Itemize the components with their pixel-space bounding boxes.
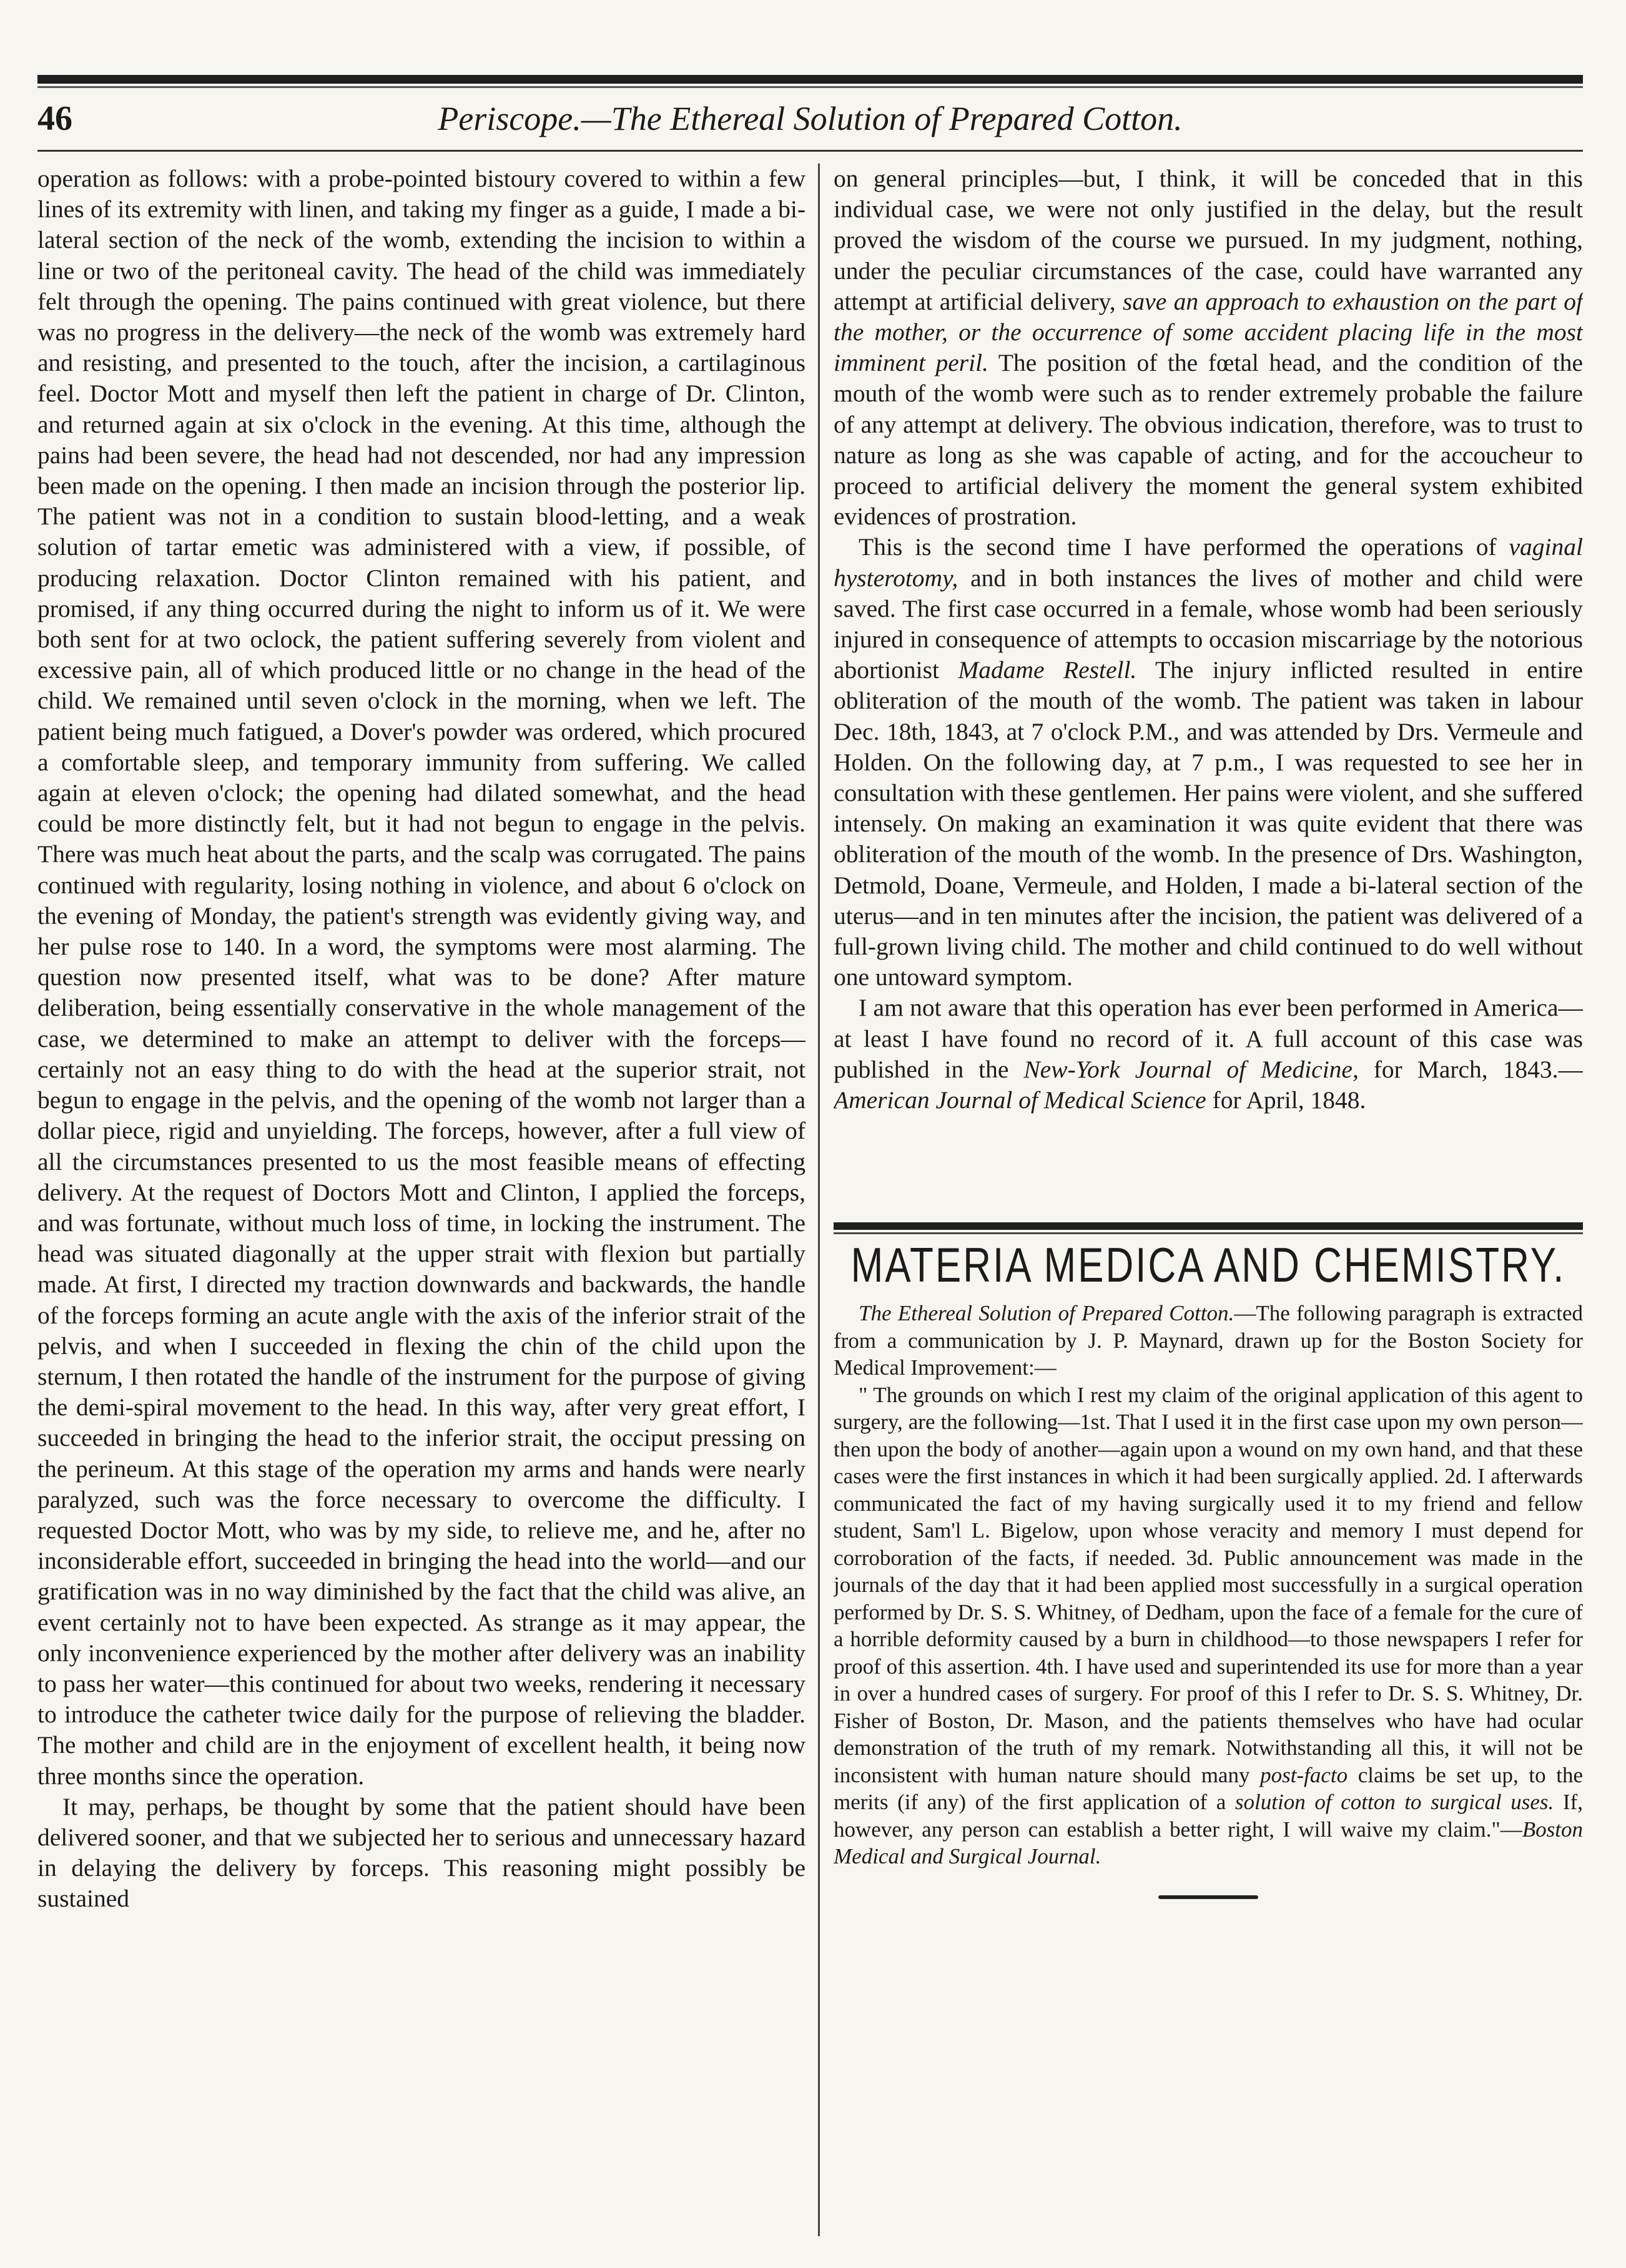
left-paragraph-2: It may, perhaps, be thought by some that the patient should have been delivered sooner, and that we subjected her to serious and unnecessary hazard in delaying the delivery by forceps. This reasoning might possibly be sustained xyxy=(37,1792,806,1913)
right-paragraph-2 xyxy=(834,532,1583,993)
right-p3-text-a: I am not aware that this operation has ever been performed in America—at least I have found no record of it. A full account of this case was published in the xyxy=(834,994,1583,1083)
running-title: Periscope.—The Ethereal Solution of Prepared Cotton. xyxy=(438,100,1183,137)
right-p1-italic: save an approach to exhaustion on the part of the mother, or the occurrence of some accident placing life in the most imminent peril. xyxy=(834,287,1583,377)
section-heading: MATERIA MEDICA AND CHEMISTRY. xyxy=(850,1239,1566,1293)
right-p2-italic-2: Madame Restell. xyxy=(958,656,1137,684)
right-p3-text-b: for March, 1843.— xyxy=(1358,1055,1583,1083)
section-rule-thin xyxy=(834,1232,1583,1234)
right-p2-text-a: This is the second time I have performed the operations of xyxy=(859,533,1509,561)
section-intro-italic: The Ethereal Solution of Prepared Cotton. xyxy=(859,1301,1234,1326)
quote-italic-1: post-facto xyxy=(1260,1762,1348,1787)
left-paragraph-1: operation as follows: with a probe-pointed bistoury covered to within a few lines of its extremity with linen, and taking my finger as a guide, I made a bi-lateral section of the neck of the womb, extending the incision to within a line or two of the peritoneal cavity. The head of the child was immediately felt through the opening. The pains continued with great violence, but there was no progress in the delivery—the neck of the womb was extremely hard and resisting, and presented to the touch, after the incision, a cartilaginous feel. Doctor Mott and myself then left the patient in charge of Dr. Clinton, and returned again at six o'clock in the evening. At this time, although the pains had been severe, the head had not descended, nor had any impression been made on the opening. I then made an incision through the posterior lip. The patient was not in a condition to sustain blood-letting, and a weak solution of tartar emetic was administered with a view, if possible, of producing relaxation. Doctor Clinton remained with his patient, and promised, if any thing occurred during the night to inform us of it. We were both sent for at two oclock, the patient suffering severely from violent and excessive pain, all of which produced little or no change in the head of the child. We remained until seven o'clock in the morning, when we left. The patient being much fatigued, a Dover's powder was ordered, which procured a comfortable sleep, and temporary immunity from suffering. We called again at eleven o'clock; the opening had dilated somewhat, and the head could be more distinctly felt, but it had not begun to engage in the pelvis. There was much heat about the parts, and the scalp was corrugated. The pains continued with regularity, losing nothing in violence, and about 6 o'clock on the evening of Monday, the patient's strength was evidently giving way, and her pulse rose to 140. In a word, the symptoms were most alarming. The question now presented itself, what was to be done? After mature deliberation, being essentially conservative in the whole management of the case, we determined to make an attempt to deliver with the forceps—certainly not an easy thing to do with the head at the superior strait, not begun to engage in the pelvis, and the opening of the womb not larger than a dollar piece, rigid and unyielding. The forceps, however, after a full view of all the circumstances presented to us the most feasible means of effecting delivery. At the request of Doctors Mott and Clinton, I applied the forceps, and was fortunate, without much loss of time, in locking the instrument. The head was situated diagonally at the upper strait with flexion but partially made. At first, I directed my traction downwards and backwards, the handle of the forceps forming an acute angle with the axis of the inferior strait of the pelvis, and when I succeeded in flexing the chin of the child upon the sternum, I then rotated the handle of the instrument for the purpose of giving the demi-spiral movement to the head. In this way, after very great effort, I succeeded in bringing the head to the inferior strait, the occiput pressing on the perineum. At this stage of the operation my arms and hands were nearly paralyzed, such was the force necessary to overcome the difficulty. I requested Doctor Mott, who was by my side, to relieve me, and he, after no inconsiderable effort, succeeded in bringing the head into the world—and our gratification was in no way diminished by the fact that the child was alive, an event certainly not to have been expected. As strange as it may appear, the only inconvenience experienced by the mother after delivery was an inability to pass her water—this continued for about two weeks, rendering it necessary to introduce the catheter twice daily for the purpose of relieving the bladder. The mother and child are in the enjoyment of excellent health, it being now three months since the operation. xyxy=(37,165,806,1790)
quote-text-a: " The grounds on which I rest my claim of the original application of this agent to surgery, are the following—1st. That I used it in the first case upon my own person—then upon the body of another—again upon a wound on my own hand, and that these cases were the first instances in which it had been surgically applied. 2d. I afterwards communicated the fact of my having surgically used it to my friend and fellow student, Sam'l L. Bigelow, upon whose veracity and memory I must depend for corroboration of the facts, if needed. 3d. Public announcement was made in the journals of the day that it had been applied most successfully in a surgical operation performed by Dr. S. S. Whitney, of Dedham, upon the face of a female for the cure of a horrible deformity caused by a burn in childhood—to those newspapers I refer for proof of this assertion. 4th. I have used and superintended its use for more than a year in over a hundred cases of surgery. For proof of this I refer to Dr. S. S. Whitney, Dr. Fisher of Boston, Dr. Mason, and the patients themselves who have had ocular demonstration of the truth of my remark. Notwithstanding all this, it will not be inconsistent with human nature should many xyxy=(834,1382,1583,1787)
right-paragraph-3 xyxy=(834,993,1583,1116)
right-p3-text-c: for April, 1848. xyxy=(1206,1086,1366,1114)
quote-source: Boston Medical and Surgical Journal. xyxy=(834,1817,1583,1869)
section-intro-text: —The following paragraph is extracted from a communication by J. P. Maynard, drawn up for the Boston Society for Medical Improvement:— xyxy=(834,1301,1583,1380)
right-p2-italic-1: vaginal hysterotomy, xyxy=(834,533,1583,592)
section-quote xyxy=(834,1382,1583,1870)
header-rule xyxy=(37,150,1583,152)
left-column xyxy=(37,164,806,2242)
right-column-article xyxy=(834,164,1583,1219)
materia-medica-section xyxy=(834,1300,1583,1899)
quote-text-c: If, however, any person can establish a better right, I will waive my claim."— xyxy=(834,1790,1583,1842)
right-p3-italic-1: New-York Journal of Medicine, xyxy=(1023,1055,1359,1083)
right-p2-text-b: and in both instances the lives of mother and child were saved. The first case occurred in a female, whose womb had been seriously injured in consequence of attempts to occasion miscarriage by the notorious abortionist xyxy=(834,564,1583,684)
top-rule-thin xyxy=(37,86,1583,88)
right-p2-text-c: The injury inflicted resulted in entire obliteration of the mouth of the womb. The patient was taken in labour Dec. 18th, 1843, at 7 o'clock P.M., and was attended by Drs. Vermeule and Holden. On the following day, at 7 p.m., I was requested to see her in consultation with these gentlemen. Her pains were violent, and she suffered intensely. On making an examination it was quite evident that there was obliteration of the mouth of the womb. In the presence of Drs. Washington, Detmold, Doane, Vermeule, and Holden, I made a bi-lateral section of the uterus—and in ten minutes after the incision, the patient was delivered of a full-grown living child. The mother and child continued to do well without one untoward symptom. xyxy=(834,656,1583,991)
right-paragraph-1 xyxy=(834,164,1583,532)
column-divider xyxy=(818,164,820,2236)
end-ornament xyxy=(1158,1895,1258,1899)
quote-text-b: claims be set up, to the merits (if any) of the first application of a xyxy=(834,1762,1583,1815)
right-p1-text-b: The position of the fœtal head, and the condition of the mouth of the womb were such as to render extremely probable the failure of any attempt at delivery. The obvious indication, therefore, was to trust to nature as long as she was capable of acting, and for the accoucheur to proceed to artificial delivery the moment the general system exhibited evidences of prostration. xyxy=(834,349,1583,531)
quote-italic-2: solution of cotton to surgical uses. xyxy=(1234,1790,1554,1815)
right-p1-text-a: on general principles—but, I think, it will be conceded that in this individual case, we were not only justified in the delay, but the result proved the wisdom of the course we pursued. In my judgment, nothing, under the peculiar circumstances of the case, could have warranted any attempt at artificial delivery, xyxy=(834,165,1583,315)
section-intro xyxy=(834,1300,1583,1382)
top-rule xyxy=(37,75,1583,84)
right-p3-italic-2: American Journal of Medical Science xyxy=(834,1086,1206,1114)
section-rule-thick xyxy=(834,1222,1583,1230)
page-header xyxy=(37,94,1583,144)
right-column xyxy=(834,164,1583,2242)
page-number: 46 xyxy=(37,99,72,138)
